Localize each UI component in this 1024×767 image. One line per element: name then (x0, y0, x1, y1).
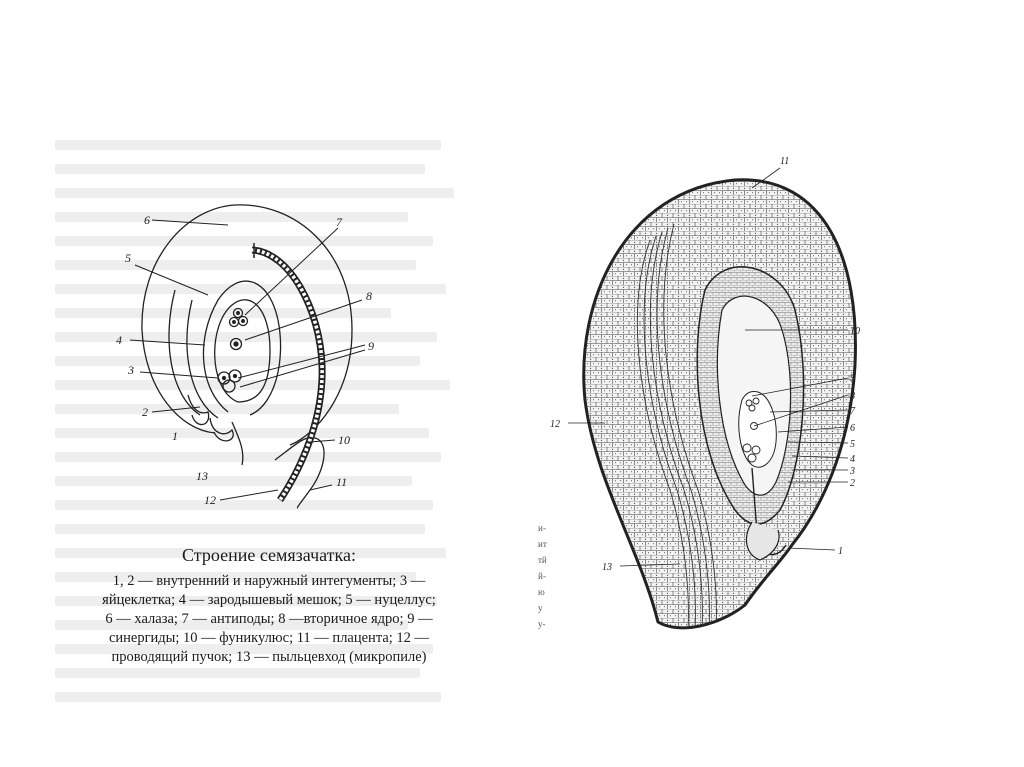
label-9: 9 (368, 339, 374, 353)
label-9: 9 (850, 373, 855, 384)
margin-letter: тй (538, 555, 547, 565)
caption-line: 1, 2 — внутренний и наружный интегументы; 3 — (112, 573, 426, 589)
caption-line: синергиды; 10 — фуникулюс; 11 — плацента; 12 — (108, 630, 430, 646)
label-1: 1 (172, 429, 178, 443)
label-7: 7 (336, 215, 342, 229)
label-10: 10 (850, 326, 860, 337)
antipod-cells (230, 309, 248, 327)
label-4: 4 (850, 454, 855, 465)
label-13: 13 (196, 469, 208, 483)
margin-letter: ю (538, 587, 545, 597)
label-11: 11 (336, 475, 348, 489)
label-13: 13 (602, 562, 612, 573)
integument-line-outer (169, 290, 200, 415)
caption-line: яйцеклетка; 4 — зародышевый мешок; 5 — нуцеллус; (102, 592, 436, 608)
label-5: 5 (850, 439, 855, 450)
secondary-nucleus (231, 339, 242, 350)
label-8: 8 (850, 391, 855, 402)
margin-letter: и- (538, 523, 546, 533)
integument-line-inner (187, 300, 218, 418)
ovule-schematic-diagram (100, 190, 400, 520)
label-3: 3 (850, 466, 855, 477)
label-8: 8 (366, 289, 372, 303)
label-7: 7 (850, 406, 855, 417)
caption-line: 6 — халаза; 7 — антиподы; 8 —вторичное ядро; 9 — (105, 611, 433, 627)
synergid-and-egg-cells (218, 370, 241, 392)
figure-caption (84, 545, 454, 667)
label-3: 3 (128, 363, 134, 377)
margin-letter: й- (538, 571, 546, 581)
caption-line: проводящий пучок; 13 — пыльцевход (микропиле) (111, 649, 427, 665)
label-10: 10 (338, 433, 350, 447)
integument-tip-1 (210, 418, 233, 441)
margin-letter: у (538, 603, 543, 613)
label-6: 6 (850, 423, 855, 434)
label-12: 12 (204, 493, 216, 507)
micropyle-line (232, 422, 243, 465)
margin-letter: ит (538, 539, 547, 549)
label-11: 11 (780, 156, 790, 167)
label-2: 2 (142, 405, 148, 419)
label-1: 1 (838, 546, 843, 557)
caption-body (84, 572, 454, 667)
left-labels (116, 213, 374, 507)
label-5: 5 (125, 251, 131, 265)
label-12: 12 (550, 419, 560, 430)
label-6: 6 (144, 213, 150, 227)
margin-letters (538, 520, 560, 632)
integument-tip-2 (188, 395, 209, 425)
caption-title: Строение семязачатка: (182, 545, 356, 565)
ovule-cellular-diagram (530, 150, 870, 640)
label-4: 4 (116, 333, 122, 347)
margin-letter: у- (538, 619, 546, 629)
label-2: 2 (850, 478, 855, 489)
